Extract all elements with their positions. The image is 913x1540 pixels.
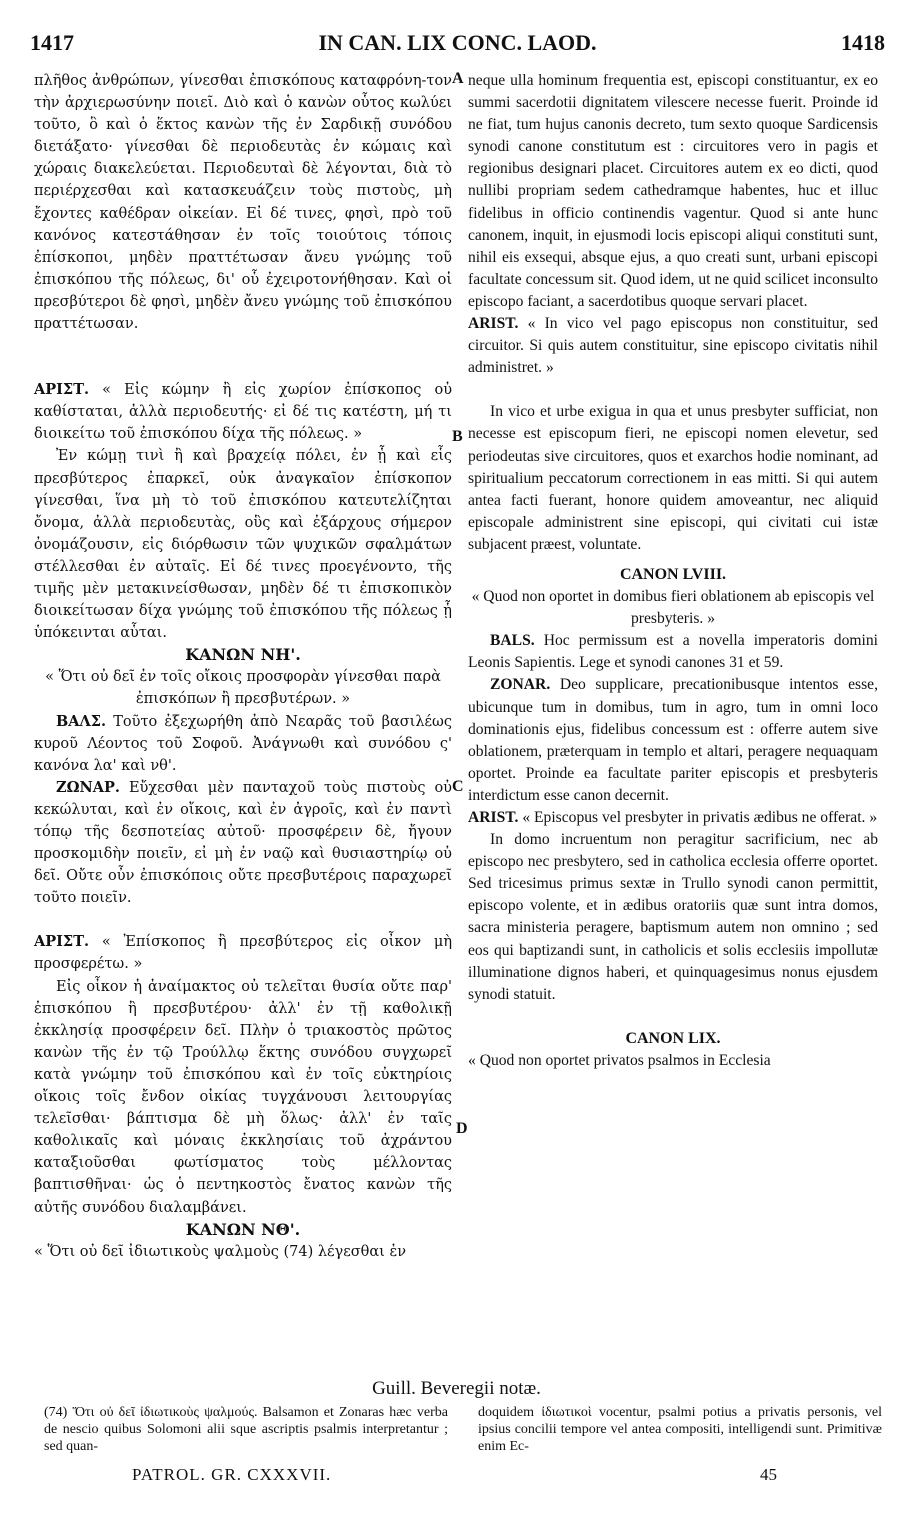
latin-zonar-text: Deo supplicare, precationibusque intentos esse, ubicunque tum in domibus, tum in agro, tum in omni loco dominationis ejus, fidelibus concessum est : offerre autem sive oblationem, præterquam in templo et altari, peragere nequaquam oportet. Proinde ea facultate pariter episcopis et presbyteris interdictum esse canon decernit. (468, 676, 878, 804)
page-number-left: 1417 (30, 30, 74, 55)
greek-canon-59-text: « Ὅτι οὐ δεῖ ἰδιωτικοὺς ψαλμοὺς (74) λέγεσθαι ἐν (34, 1243, 407, 1260)
latin-arist-2-label: ARIST. (468, 809, 519, 826)
greek-arist-2-label: ΑΡΙΣΤ. (34, 933, 90, 951)
note-left: (74) Ὅτι οὐ δεῖ ἰδιωτικοὺς ψαλμούς. Balsamon et Zonaras hæc verba de nescio quibus Solomoni alii sque ascriptis psalmis interpretantur ; sed quan- (44, 1405, 448, 1454)
greek-column (34, 70, 452, 1263)
latin-paragraph-1: neque ulla hominum frequentia est, episcopi constituantur, ex eo summi sacerdotii dignitatem vilescere necesse fuerit. Proinde id ne fiat, tum hujus canonis decreto, tum sexto quoque Sardicensis synodi canone constitutum est : circuitores vero in pagis et regionibus designari placet. Circuitores autem ex eo dicti, quod nullibi propriam sedem cathedramque habentes, huc et illuc fidelibus in officio continendis vagentur. Quod si ante hunc canonem, inquit, in ejusmodi locis episcopi aliqui constituti sunt, nihil eis exsequi, absque ejus, a quo creati sunt, urbani episcopi facultate concessum sit. Quod idem, ut ne quid scilicet inconsulto episcopo faciant, a sacerdotibus quoque servari placet. (468, 72, 878, 310)
latin-arist-2-text: « Episcopus vel presbyter in privatis ædibus ne offerat. » (522, 809, 878, 826)
greek-bals-text: Τοῦτο ἐξεχωρήθη ἀπὸ Νεαρᾶς τοῦ βασιλέως κυροῦ Λέοντος τοῦ Σοφοῦ. Ἀνάγνωθι καὶ συνόδου ς' κανόνα λα' καὶ νθ'. (34, 713, 453, 774)
latin-bals (468, 630, 878, 674)
greek-bals-label: ΒΑΛΣ. (56, 712, 107, 730)
latin-bals-label: BALS. (490, 632, 535, 650)
footer-signature: 45 (760, 1465, 777, 1484)
greek-zonar (34, 777, 452, 910)
latin-zonar (468, 674, 878, 807)
latin-canon-59-heading: CANON LIX. (625, 1029, 721, 1047)
latin-paragraph-3: In domo incruentum non peragitur sacrificium, nec ab episcopo nec presbytero, sed in catholica ecclesia offerre oportet. Sed tricesimus primus sextæ in Trullo synodi canon permittit, episcopo volente, et in ædibus oratoriis quæ sunt intra domos, sacra ministeria peragere, baptismum autem non omnino ; sed eos qui baptizandi sunt, in catholicis et solis ecclesiis impollutæ illuminatione dignos haberi, et quinquagesimus nonus ejusdem synodi statuit. (468, 831, 878, 1003)
latin-arist-1 (468, 313, 878, 379)
greek-paragraph-1: πλῆθος ἀνθρώπων, γίνεσθαι ἐπισκόπους καταφρόνη-τον τὴν ἀρχιερωσύνην ποιεῖ. Διὸ καὶ ὁ κανὼν οὗτος κωλύει τοῦτο, ὃ καὶ ὁ ἕκτος κανὼν τῆς ἐν Σαρδικῇ συνόδου διετάξατο· γίνεσθαι δὲ περιοδευτὰς ἐν κώμαις καὶ χώραις διακελεύεται. Περιοδευταὶ δὲ λέγονται, διὰ τὸ περιέρχεσθαι καὶ κατασκευάζειν τοὺς πιστοὺς, μὴ ἔχοντες καθέδραν οἰκείαν. Εἰ δέ τινες, φησὶ, πρὸ τοῦ κανόνος κατεστάθησαν ἐν τοῖς τοιούτοις τόποις ἐπίσκοποι, μηδὲν πραττέτωσαν ἄνευ γνώμης τοῦ ἐπισκόπου τῆς πόλεως, δι' οὗ ἐχειροτονήθησαν. Καὶ οἱ πρεσβύτεροι δὲ φησὶ, μηδὲν ἄνευ γνώμης τοῦ ἐπισκόπου πραττέτωσαν. (34, 73, 452, 333)
margin-letter-c: C (452, 778, 464, 795)
latin-canon-59-text: « Quod non oportet privatos psalmos in Ecclesia (468, 1051, 771, 1069)
greek-arist-2-text: « Ἐπίσκοπος ἢ πρεσβύτερος εἰς οἶκον μὴ προσφερέτω. » (34, 934, 453, 973)
running-title: IN CAN. LIX CONC. LAOD. (318, 30, 597, 55)
footer-volume: PATROL. GR. CXXXVII. (132, 1465, 332, 1484)
notes-title: Guill. Beveregii notæ. (372, 1378, 541, 1399)
latin-bals-text: Hoc permissum est a novella imperatoris domini Leonis Sapientis. Lege et synodi canones 31 et 59. (468, 632, 878, 672)
latin-arist-2 (468, 807, 878, 829)
greek-arist-1 (34, 379, 452, 445)
greek-arist-1-text: « Εἰς κώμην ἢ εἰς χωρίον ἐπίσκοπος οὐ καθίσταται, ἀλλὰ περιοδευτής· εἰ δέ τις κατέστη, μή τι διοικείτω τοῦ ἐπισκόπου δίχα τῆς πόλεως. » (34, 382, 453, 443)
greek-paragraph-2: Ἐν κώμῃ τινὶ ἢ καὶ βραχείᾳ πόλει, ἐν ᾗ καὶ εἷς πρεσβύτερος ἐπαρκεῖ, οὐκ ἀναγκαῖον ἐπίσκοπον γίνεσθαι, ἵνα μὴ τὸ τοῦ ἐπισκόπου κατευτελίζηται ὄνομα, ἀλλὰ περιοδευτὰς, οὓς καὶ ἐξάρχους σήμερον ὀνομάζουσιν, εἰς διόρθωσιν τῶν ψυχικῶν σφαλμάτων στέλλεσθαι ἐν αὐταῖς. Εἰ δέ τινες προεγένοντο, τῆς τιμῆς μὲν μετακινείσθωσαν, μηδὲν δέ τι ἐπισκοπικὸν διοικείτωσαν δίχα γνώμης τοῦ ἐπισκόπου τῆς πόλεως ᾗ ὑπόκεινται αὗται. (34, 448, 452, 642)
latin-paragraph-2: In vico et urbe exigua in qua et unus presbyter sufficiat, non necesse est episcopum fieri, ne episcopi nomen elevetur, sed periodeutas sive circuitores, quos et exarchos hodie nominant, ad spiritualium peccatorum correctionem in eas mitti. Si qui autem antea facti fuerant, honore quidem amoveantur, nec aliquid episcopale administrent sine episcopi, qui civitati cui istæ subjacent præest, voluntate. (468, 403, 878, 553)
page-number-right: 1418 (841, 30, 885, 55)
margin-letter-b: B (452, 428, 463, 445)
latin-arist-1-label: ARIST. (468, 315, 519, 333)
latin-zonar-label: ZONAR. (490, 676, 551, 694)
greek-zonar-label: ΖΩΝΑΡ. (56, 778, 120, 796)
note-right: doquidem ἰδιωτικοὶ vocentur, psalmi potius a privatis personis, vel ipsius concilii tempore vel antea compositi, intelligendi sunt. Primitivæ enim Ec- (478, 1405, 882, 1454)
page-header (30, 30, 885, 60)
greek-zonar-text: Εὔχεσθαι μὲν πανταχοῦ τοὺς πιστοὺς οὐ κεκώλυται, καὶ ἐν οἴκοις, καὶ ἐν ἀγροῖς, καὶ ἐν παντὶ τόπῳ τῆς δεσποτείας αὐτοῦ· προσφέρειν δὲ, ἤγουν προσκομιδὴν ποιεῖν, εἰ μὴ ἐν ναῷ καὶ θυσιαστηρίῳ οὐ δεῖ. Οὔτε οὖν ἐπισκόποις οὔτε πρεσβυτέροις παραχωρεῖ τοῦτο ποιεῖν. (34, 779, 452, 907)
greek-canon-58-heading: ΚΑΝΩΝ ΝΗ'. (185, 645, 301, 665)
latin-canon-58-text: « Quod non oportet in domibus fieri oblationem ab episcopis vel presbyteris. » (471, 588, 875, 628)
margin-letter-d: D (456, 1120, 468, 1137)
latin-column (468, 70, 878, 1072)
latin-arist-1-text: « In vico vel pago episcopus non constituitur, sed circuitor. Si quis autem constituitur, sine episcopo civitatis nihil administret. » (468, 315, 878, 377)
greek-paragraph-3: Εἰς οἶκον ἡ ἀναίμακτος οὐ τελεῖται θυσία οὔτε παρ' ἐπισκόπου ἢ πρεσβυτέρου· ἀλλ' ἐν τῇ καθολικῇ ἐκκλησίᾳ προσφέρειν δεῖ. Πλὴν ὁ τριακοστὸς πρῶτος κανὼν τῆς ἐν τῷ Τρούλλῳ ἕκτης συνόδου συγχωρεῖ κατὰ γνώμην τοῦ ἐπισκόπου καὶ ἐν τοῖς εὐκτηρίοις οἴκοις τοῖς ἔνδον οἰκίας τυγχάνουσι λειτουργίας τελεῖσθαι· βάπτισμα δὲ μὴ ὅλως· ἀλλ' ἐν ταῖς καθολικαῖς καὶ μόναις ἐκκλησίαις τοῦ ἀχράντου καταξιοῦσθαι φωτίσματος τοὺς μέλλοντας βαπτισθῆναι· ὡς ὁ πεντηκοστὸς ἔνατος κανὼν τῆς αὐτῆς συνόδου διαλαμβάνει. (34, 978, 452, 1216)
greek-bals (34, 711, 452, 777)
greek-arist-1-label: ΑΡΙΣΤ. (34, 381, 90, 399)
greek-arist-2 (34, 931, 452, 975)
margin-letter-a: A (452, 70, 464, 87)
greek-canon-59-heading: ΚΑΝΩΝ ΝΘ'. (185, 1219, 301, 1239)
latin-canon-58-heading: CANON LVIII. (619, 565, 727, 583)
greek-canon-58-text: « Ὅτι οὐ δεῖ ἐν τοῖς οἴκοις προσφορὰν γίνεσθαι παρὰ ἐπισκόπων ἢ πρεσβυτέρων. » (45, 669, 441, 708)
